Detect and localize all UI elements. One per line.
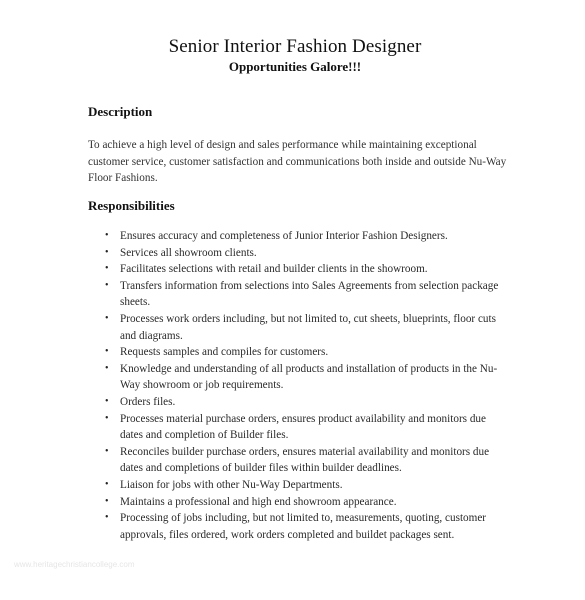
responsibility-text: Facilitates selections with retail and builder clients in the showroom.	[120, 263, 428, 276]
bullet-icon: •	[105, 246, 109, 258]
document-title: Senior Interior Fashion Designer	[168, 36, 422, 57]
responsibility-text: Processing of jobs including, but not limited to, measurements, quoting, customer approvals, files ordered, work orders completed and buildet packages sent.	[120, 512, 487, 541]
bullet-icon: •	[105, 495, 109, 507]
bullet-icon: •	[105, 346, 109, 358]
bullet-icon: •	[105, 230, 109, 241]
responsibility-item	[105, 311, 510, 344]
responsibility-item	[105, 361, 510, 394]
responsibility-text: Requests samples and compiles for customers.	[120, 346, 329, 359]
responsibility-text: Transfers information from selections into Sales Agreements from selection package sheets.	[120, 279, 499, 309]
bullet-icon: •	[105, 478, 109, 490]
responsibility-text: Services all showroom clients.	[120, 246, 257, 259]
responsibility-text: Knowledge and understanding of all products and installation of products in the Nu-Way showroom or job requirements.	[120, 362, 498, 392]
bullet-icon: •	[105, 412, 109, 424]
responsibility-item	[105, 245, 510, 262]
bullet-icon: •	[105, 395, 109, 407]
responsibility-text: Reconciles builder purchase orders, ensures material availability and monitors due dates and completions of builder files within builder deadlines.	[120, 445, 490, 475]
bullet-icon: •	[105, 279, 109, 291]
responsibility-item	[105, 411, 510, 444]
bullet-icon: •	[105, 512, 109, 524]
description-text: To achieve a high level of design and sales performance while maintaining exceptional customer service, customer satisfaction and communications both inside and outside Nu-Way Floor Fashions.	[88, 139, 507, 185]
responsibility-text: Orders files.	[120, 395, 176, 408]
responsibility-item	[105, 510, 510, 543]
responsibility-item	[105, 344, 510, 361]
responsibilities-heading: Responsibilities	[88, 198, 175, 213]
document-subtitle: Opportunities Galore!!!	[228, 59, 362, 74]
bullet-icon: •	[105, 263, 109, 275]
description-heading: Description	[88, 104, 153, 119]
responsibilities-list	[105, 228, 510, 543]
responsibility-item	[105, 477, 510, 494]
watermark-logo	[14, 549, 174, 579]
watermark-text: www.heritagechristiancollege.com	[14, 560, 135, 569]
responsibility-text: Processes material purchase orders, ensures product availability and monitors due dates and completion of Builder files.	[120, 412, 486, 442]
bullet-icon: •	[105, 362, 109, 374]
responsibility-item	[105, 394, 510, 411]
responsibility-item	[105, 228, 510, 245]
responsibility-item	[105, 261, 510, 278]
responsibility-text: Liaison for jobs with other Nu-Way Departments.	[120, 478, 343, 491]
responsibility-item	[105, 494, 510, 511]
bullet-icon: •	[105, 445, 109, 457]
responsibility-text: Processes work orders including, but not limited to, cut sheets, blueprints, floor cuts and diagrams.	[120, 312, 496, 342]
responsibility-item	[105, 278, 510, 311]
responsibility-item	[105, 444, 510, 477]
bullet-icon: •	[105, 312, 109, 324]
responsibility-text: Ensures accuracy and completeness of Junior Interior Fashion Designers.	[120, 230, 448, 242]
responsibility-text: Maintains a professional and high end showroom appearance.	[120, 495, 397, 508]
